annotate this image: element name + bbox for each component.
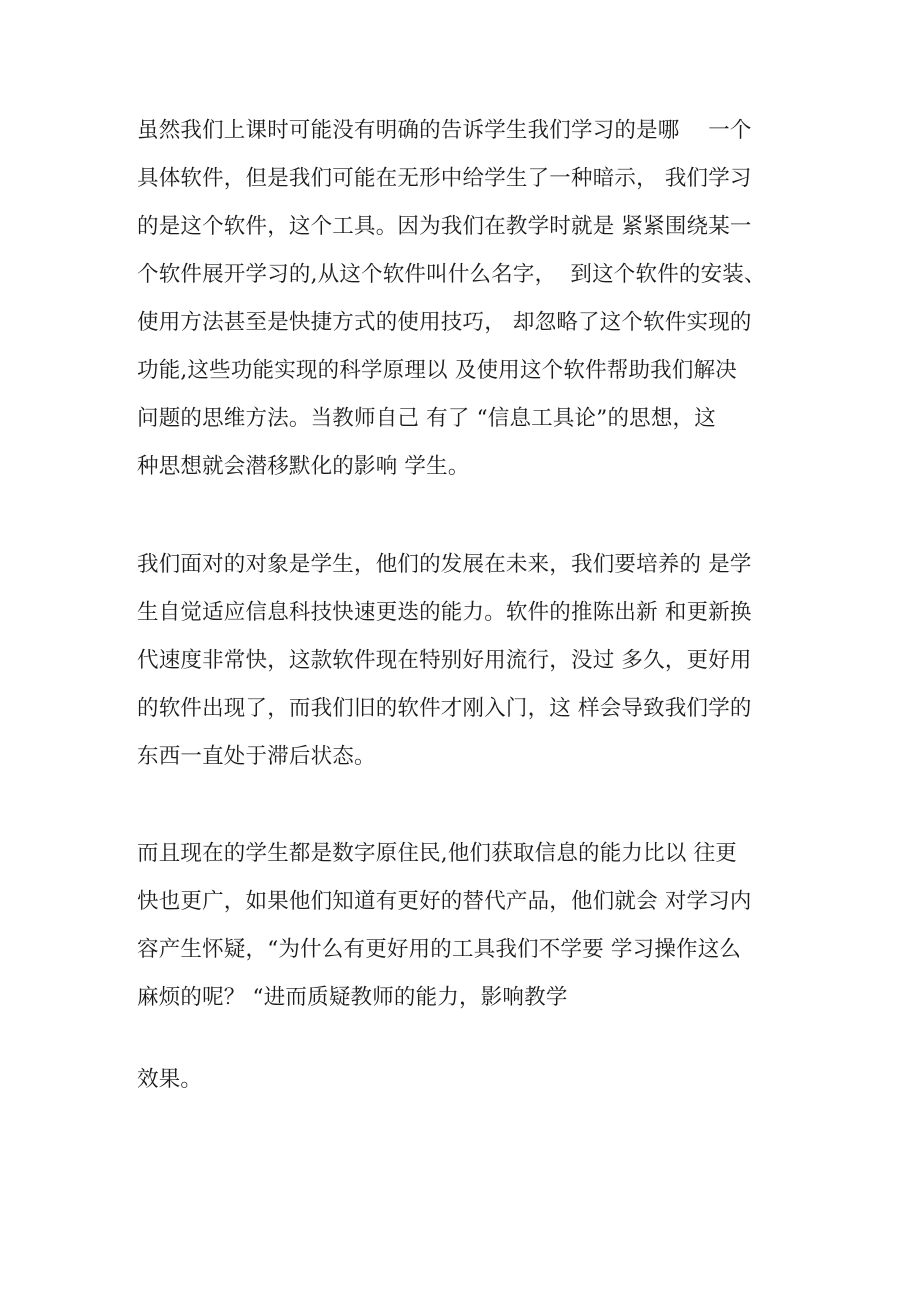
text-line: 而且现在的学生都是数字原住民,他们获取信息的能力比以 往更 [137,841,737,866]
text-line: 虽然我们上课时可能没有明确的告诉学生我们学习的是哪 一个 [137,118,752,143]
text-line: 生自觉适应信息科技快速更迭的能力。软件的推陈出新 和更新换 [137,600,752,625]
text-line: 个软件展开学习的,从这个软件叫什么名字， 到这个软件的安装、 [137,262,766,287]
paragraph-1 [137,107,797,491]
text-line: 东西一直处于滞后状态。 [137,744,376,769]
text-line: 具体软件，但是我们可能在无形中给学生了一种暗示， 我们学习 [137,166,752,191]
text-line: 我们面对的对象是学生，他们的发展在未来，我们要培养的 是学 [137,552,752,577]
text-line: 快也更广，如果他们知道有更好的替代产品，他们就会 对学习内 [137,889,752,914]
paragraph-2 [137,541,797,781]
text-line: 问题的思维方法。当教师自己 有了 “信息工具论”的思想，这 [137,406,716,431]
text-line: 使用方法甚至是快捷方式的使用技巧， 却忽略了这个软件实现的 [137,310,752,335]
text-line: 效果。 [137,1067,203,1092]
text-line: 的软件出现了，而我们旧的软件才刚入门，这 样会导致我们学的 [137,696,752,721]
text-line: 麻烦的呢？ “进而质疑教师的能力，影响教学 [137,985,568,1010]
paragraph-4 [137,1056,797,1104]
paragraph-3 [137,830,797,1022]
text-line: 的是这个软件，这个工具。因为我们在教学时就是 紧紧围绕某一 [137,214,752,239]
text-line: 种思想就会潜移默化的影响 学生。 [137,454,470,479]
text-line: 容产生怀疑，“为什么有更好用的工具我们不学要 学习操作这么 [137,937,742,962]
text-line: 代速度非常快，这款软件现在特别好用流行，没过 多久，更好用 [137,648,752,673]
text-line: 功能,这些功能实现的科学原理以 及使用这个软件帮助我们解决 [137,358,737,383]
